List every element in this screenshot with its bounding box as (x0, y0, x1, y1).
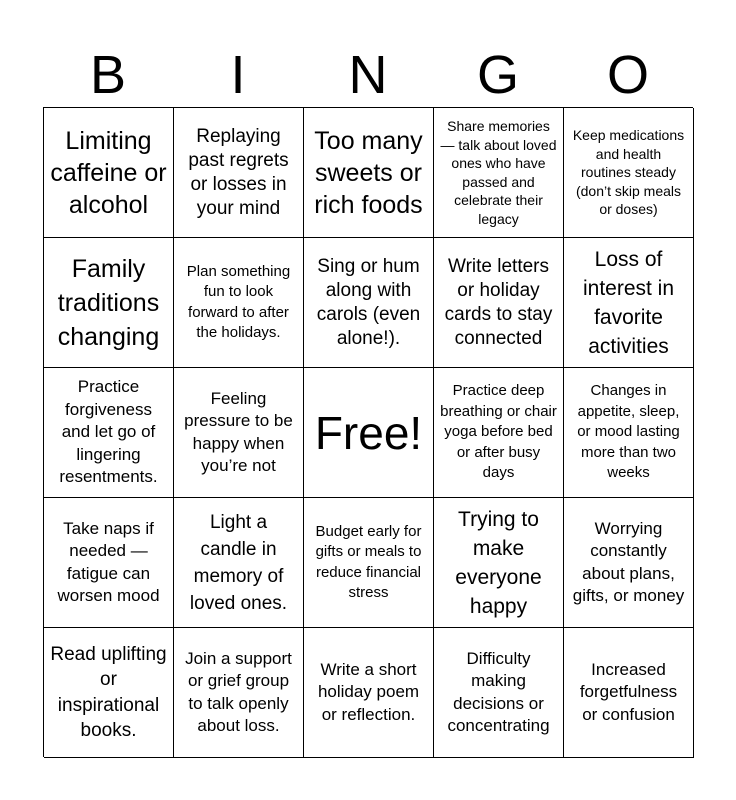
bingo-cell-r1c1[interactable] (44, 108, 174, 238)
cell-text: Too many sweets or rich foods (314, 126, 423, 219)
bingo-cell-r5c4[interactable] (434, 628, 564, 758)
bingo-cell-r5c2[interactable] (174, 628, 304, 758)
bingo-cell-r2c3[interactable] (304, 238, 434, 368)
bingo-cell-r4c3[interactable] (304, 498, 434, 628)
cell-text: Share memories — talk about loved ones who have passed and celebrate their legacy (440, 118, 557, 227)
bingo-header (43, 44, 693, 106)
cell-text: Practice deep breathing or chair yoga before bed or after busy days (440, 382, 557, 482)
bingo-cell-r1c5[interactable] (564, 108, 694, 238)
cell-text: Light a candle in memory of loved ones. (189, 511, 288, 614)
bingo-cell-r4c4[interactable] (434, 498, 564, 628)
bingo-cell-r1c2[interactable] (174, 108, 304, 238)
cell-text: Replaying past regrets or losses in your mind (188, 125, 289, 219)
bingo-cell-free[interactable] (304, 368, 434, 498)
bingo-cell-r5c3[interactable] (304, 628, 434, 758)
header-letter-n: N (348, 45, 388, 105)
header-letter-i: I (230, 45, 246, 105)
cell-text: Keep medications and health routines steady (don’t skip meals or doses) (572, 127, 685, 218)
bingo-cell-r5c5[interactable] (564, 628, 694, 758)
bingo-cell-r1c4[interactable] (434, 108, 564, 238)
cell-text: Difficulty making decisions or concentrating (447, 648, 550, 735)
bingo-cell-r2c2[interactable] (174, 238, 304, 368)
bingo-cell-r5c1[interactable] (44, 628, 174, 758)
bingo-cell-r2c5[interactable] (564, 238, 694, 368)
bingo-cell-r4c1[interactable] (44, 498, 174, 628)
cell-text: Trying to make everyone happy (455, 507, 542, 618)
cell-text: Take naps if needed — fatigue can worsen mood (57, 518, 160, 605)
cell-text: Write a short holiday poem or reflection. (317, 659, 420, 724)
bingo-cell-r2c1[interactable] (44, 238, 174, 368)
cell-text: Write letters or holiday cards to stay connected (444, 255, 553, 349)
cell-text: Sing or hum along with carols (even alone!). (316, 255, 421, 349)
cell-text: Join a support or grief group to talk openly about loss. (185, 648, 292, 735)
cell-text: Family traditions changing (57, 254, 160, 351)
bingo-cell-r1c3[interactable] (304, 108, 434, 238)
bingo-cell-r3c2[interactable] (174, 368, 304, 498)
bingo-cell-r4c2[interactable] (174, 498, 304, 628)
cell-text: Feeling pressure to be happy when you’re not (184, 388, 293, 475)
cell-text: Worrying constantly about plans, gifts, or money (572, 518, 685, 605)
cell-text: Changes in appetite, sleep, or mood lasting more than two weeks (577, 382, 680, 482)
cell-text: Limiting caffeine or alcohol (50, 126, 167, 219)
bingo-cell-r3c5[interactable] (564, 368, 694, 498)
cell-text: Loss of interest in favorite activities (582, 247, 675, 358)
bingo-cell-r4c5[interactable] (564, 498, 694, 628)
cell-text: Plan something fun to look forward to after the holidays. (186, 262, 291, 341)
free-space-text: Free! (314, 406, 423, 459)
cell-text: Increased forgetfulness or confusion (579, 659, 678, 724)
bingo-grid (43, 107, 693, 757)
bingo-cell-r3c4[interactable] (434, 368, 564, 498)
header-letter-g: G (476, 45, 519, 105)
bingo-cell-r2c4[interactable] (434, 238, 564, 368)
cell-text: Practice forgiveness and let go of lingering resentments. (59, 377, 158, 487)
header-letter-b: B (89, 45, 127, 105)
header-letter-o: O (606, 45, 649, 105)
bingo-cell-r3c1[interactable] (44, 368, 174, 498)
cell-text: Read uplifting or inspirational books. (50, 643, 167, 741)
cell-text: Budget early for gifts or meals to reduce financial stress (315, 522, 422, 601)
